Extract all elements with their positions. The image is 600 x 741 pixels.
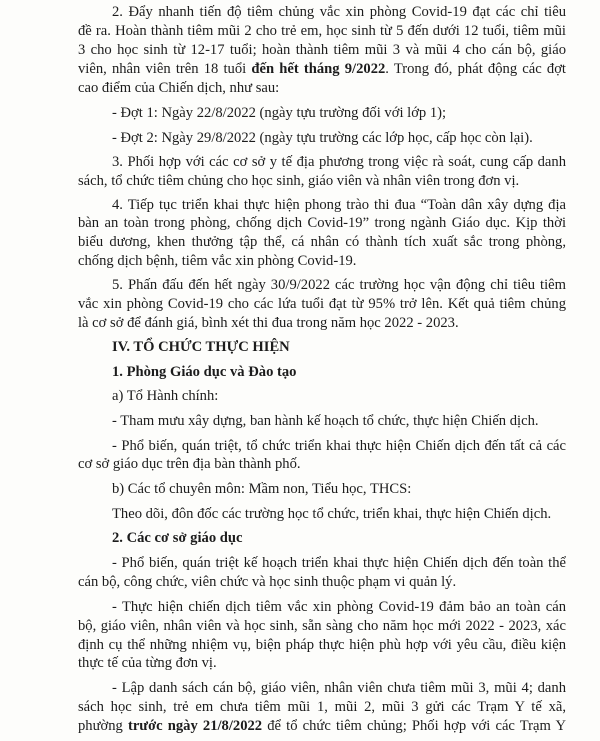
school-task-3-line-2: sách học sinh, trẻ em chưa tiêm mũi 1, mũi 2, mũi 3 gửi các Trạm Y tế xã, bbox=[78, 699, 566, 716]
school-task-3-text-a: phường bbox=[78, 718, 128, 734]
paragraph-3-line-1: 3. Phối hợp với các cơ sở y tế địa phương trong việc rà soát, cung cấp danh bbox=[112, 153, 566, 170]
paragraph-3-line-2: sách, tổ chức tiêm chủng cho học sinh, giáo viên và nhân viên trong đơn vị. bbox=[78, 172, 520, 189]
school-task-1-line-2: cán bộ, công chức, viên chức và học sinh thuộc phạm vi quản lý. bbox=[78, 573, 457, 590]
paragraph-5-line-1: 5. Phấn đấu đến hết ngày 30/9/2022 các trường học vận động chỉ tiêu tiêm bbox=[112, 277, 566, 294]
school-task-3-line-1: - Lập danh sách cán bộ, giáo viên, nhân viên chưa tiêm mũi 3, mũi 4; danh bbox=[112, 680, 566, 697]
paragraph-4-line-3: biểu dương, khen thưởng tập thể, cá nhân có thành tích xuất sắc trong phòng, bbox=[78, 234, 566, 251]
paragraph-2-line-4-text-b: . Trong đó, phát động các đợt bbox=[385, 61, 566, 77]
list-deadline-bold: trước ngày 21/8/2022 bbox=[127, 718, 263, 734]
paragraph-2-line-1: 2. Đẩy nhanh tiến độ tiêm chủng vắc xin phòng Covid-19 đạt các chỉ tiêu bbox=[112, 4, 566, 21]
section-iv-heading: IV. TỔ CHỨC THỰC HIỆN bbox=[112, 338, 290, 355]
school-task-3-text-b: để tổ chức tiêm chủng; Phối hợp với các Trạm Y bbox=[262, 718, 567, 734]
paragraph-5-line-3: là cơ sở để đánh giá, bình xét thi đua trong năm học 2022 - 2023. bbox=[78, 314, 459, 331]
school-task-2-line-4: thực tế của từng đơn vị. bbox=[78, 655, 217, 672]
item-b-task: Theo dõi, đôn đốc các trường học tổ chức, triển khai, thực hiện Chiến dịch. bbox=[112, 506, 552, 523]
subsection-1-heading: 1. Phòng Giáo dục và Đào tạo bbox=[112, 363, 297, 380]
school-task-2-line-2: bộ, giáo viên, nhân viên và học sinh, sẵn sàng cho năm học mới 2022 - 2023, xác bbox=[78, 617, 566, 634]
paragraph-4-line-2: bàn an toàn trong phòng, chống dịch Covid-19” trong ngành Giáo dục. Kịp thời bbox=[78, 215, 566, 232]
school-task-3-line-3 bbox=[78, 717, 566, 735]
paragraph-2-line-5: cao điểm của Chiến dịch, như sau: bbox=[78, 79, 280, 96]
deadline-bold: đến hết tháng 9/2022 bbox=[251, 61, 386, 77]
subsection-2-heading: 2. Các cơ sở giáo dục bbox=[112, 530, 243, 547]
paragraph-2-line-2: đề ra. Hoàn thành tiêm mũi 2 cho trẻ em, học sinh từ 5 đến dưới 12 tuổi, tiêm mũi bbox=[78, 23, 566, 40]
paragraph-4-line-4: chống dịch bệnh, tiêm vắc xin phòng Covid-19. bbox=[78, 253, 357, 270]
paragraph-2-line-3: 3 cho học sinh từ 12-17 tuổi; hoàn thành tiêm mũi 3 và mũi 4 cho cán bộ, giáo bbox=[78, 42, 566, 59]
phase-2-item: - Đợt 2: Ngày 29/8/2022 (ngày tựu trường các lớp học, cấp học còn lại). bbox=[112, 129, 533, 146]
phase-1-item: - Đợt 1: Ngày 22/8/2022 (ngày tựu trường đối với lớp 1); bbox=[112, 104, 447, 121]
paragraph-2-line-4-text-a: viên, nhân viên trên 18 tuổi bbox=[78, 61, 252, 77]
item-a-task-1: - Tham mưu xây dựng, ban hành kế hoạch tổ chức, thực hiện Chiến dịch. bbox=[112, 412, 539, 429]
school-task-2-line-1: - Thực hiện chiến dịch tiêm vắc xin phòng Covid-19 đảm bảo an toàn cán bbox=[112, 598, 566, 615]
school-task-2-line-3: định cụ thể những nhiệm vụ, biện pháp thực hiện phù hợp với yêu cầu, điều kiện bbox=[78, 636, 566, 653]
paragraph-2-line-4 bbox=[78, 60, 566, 78]
item-a-task-2-line-2: cơ sở giáo dục trên địa bàn thành phố. bbox=[78, 456, 301, 473]
item-a-heading: a) Tổ Hành chính: bbox=[112, 387, 219, 404]
item-a-task-2-line-1: - Phổ biến, quán triệt, tổ chức triển khai thực hiện Chiến dịch đến tất cả các bbox=[112, 437, 566, 454]
paragraph-4-line-1: 4. Tiếp tục triển khai thực hiện phong trào thi đua “Toàn dân xây dựng địa bbox=[112, 196, 566, 213]
paragraph-5-line-2: vắc xin phòng Covid-19 cho các lứa tuổi đạt từ 95% trở lên. Kết quả tiêm chủng bbox=[78, 296, 566, 312]
item-b-heading: b) Các tổ chuyên môn: Mầm non, Tiểu học, THCS: bbox=[112, 481, 412, 498]
school-task-1-line-1: - Phổ biến, quán triệt kế hoạch triển khai thực hiện Chiến dịch đến toàn thể bbox=[112, 555, 566, 571]
